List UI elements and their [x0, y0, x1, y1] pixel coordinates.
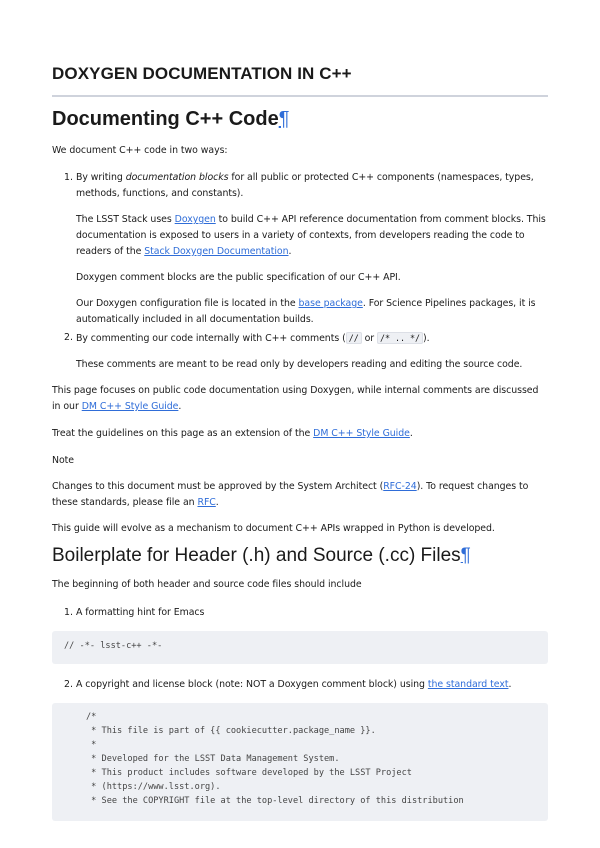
section-heading-text: Boilerplate for Header (.h) and Source (.cc) Files — [52, 545, 461, 566]
code-line: * This product includes software developed by the LSST Project — [86, 768, 412, 778]
paragraph-line: This page focuses on public code documentation using Doxygen, while internal comments are discussed — [52, 385, 539, 396]
text-segment: these standards, please file an — [52, 497, 198, 508]
list-number: 1. — [64, 172, 73, 183]
paragraph-line — [76, 244, 546, 260]
list-item-text: methods, functions, and constants). — [76, 188, 244, 199]
permalink-anchor[interactable]: ¶ — [278, 108, 290, 130]
code-line: * See the COPYRIGHT file at the top-level directory of this distribution — [86, 796, 464, 806]
code-line: * Developed for the LSST Data Management System. — [86, 754, 340, 764]
section-heading-documenting — [52, 108, 289, 131]
text-segment: for all public or protected C++ components (namespaces, types, — [228, 172, 534, 183]
permalink-anchor[interactable]: ¶ — [460, 545, 471, 566]
text-segment: By writing — [76, 172, 126, 183]
emacs-hint-codeblock — [52, 631, 548, 664]
doxygen-link[interactable]: Doxygen — [174, 214, 216, 225]
text-segment: . — [215, 497, 219, 508]
note-line — [52, 495, 548, 511]
stack-doxygen-link[interactable]: Stack Doxygen Documentation — [144, 246, 289, 257]
code-line: * (https://www.lsst.org). — [86, 782, 221, 792]
paragraph-line — [76, 296, 546, 312]
text-segment: to build C++ API reference documentation from comment blocks. This — [215, 214, 546, 225]
text-segment: . For Science Pipelines packages, it is — [362, 298, 536, 309]
text-segment: . — [409, 428, 413, 439]
list-item-text — [76, 677, 546, 693]
list-item-text — [76, 170, 546, 186]
section-heading-boilerplate — [52, 545, 471, 567]
paragraph-line: The beginning of both header and source code files should include — [52, 579, 362, 590]
text-segment: ). — [422, 333, 430, 344]
document-title: DOXYGEN DOCUMENTATION IN C++ — [52, 64, 352, 83]
text-segment: or — [361, 333, 378, 344]
text-segment: . — [508, 679, 512, 690]
intro-paragraph: We document C++ code in two ways: — [52, 145, 228, 156]
paragraph-line — [52, 399, 548, 415]
standard-text-link[interactable]: the standard text — [427, 679, 509, 690]
paragraph-line: Doxygen comment blocks are the public specification of our C++ API. — [76, 272, 401, 283]
inline-code: /* .. */ — [377, 332, 423, 344]
text-segment: . — [288, 246, 292, 257]
text-segment: ). To request changes to — [416, 481, 529, 492]
paragraph-line — [76, 212, 546, 228]
note-label: Note — [52, 455, 74, 466]
list-item-text — [76, 330, 546, 347]
code-line: * This file is part of {{ cookiecutter.package_name }}. — [86, 726, 376, 736]
license-codeblock — [52, 703, 548, 821]
code-line: * — [86, 740, 97, 750]
style-guide-link[interactable]: DM C++ Style Guide — [313, 428, 410, 439]
text-segment: readers of the — [76, 246, 145, 257]
paragraph-line: This guide will evolve as a mechanism to document C++ APIs wrapped in Python is developed. — [52, 523, 495, 534]
list-number: 2. — [64, 332, 73, 343]
list-number: 1. — [64, 607, 73, 618]
title-divider — [52, 95, 548, 97]
paragraph-line: These comments are meant to be read only by developers reading and editing the source code. — [76, 359, 523, 370]
style-guide-link[interactable]: DM C++ Style Guide — [81, 401, 179, 412]
list-item-text: A formatting hint for Emacs — [76, 607, 205, 618]
paragraph-line — [52, 426, 548, 442]
paragraph-line: automatically included in all documentation builds. — [76, 314, 314, 325]
text-segment: in our — [52, 401, 82, 412]
code-line: /* — [86, 712, 97, 722]
section-heading-text: Documenting C++ Code — [52, 108, 279, 130]
emphasis-text: documentation blocks — [125, 172, 229, 183]
list-number: 2. — [64, 679, 73, 690]
inline-code: // — [346, 332, 362, 344]
text-segment: . — [178, 401, 182, 412]
text-segment: Our Doxygen configuration file is located in the — [76, 298, 299, 309]
text-segment: The LSST Stack uses — [76, 214, 175, 225]
text-segment: By commenting our code internally with C++ comments ( — [76, 333, 346, 344]
code-line: // -*- lsst-c++ -*- — [64, 641, 163, 651]
text-segment: A copyright and license block (note: NOT a Doxygen comment block) using — [76, 679, 428, 690]
base-package-link[interactable]: base package — [298, 298, 363, 309]
note-line — [52, 479, 548, 495]
text-segment: Changes to this document must be approved by the System Architect ( — [52, 481, 384, 492]
paragraph-line: documentation is exposed to users in a variety of contexts, from developers reading the code to — [76, 230, 525, 241]
rfc-24-link[interactable]: RFC-24 — [383, 481, 417, 492]
rfc-link[interactable]: RFC — [197, 497, 216, 508]
text-segment: Treat the guidelines on this page as an extension of the — [52, 428, 314, 439]
